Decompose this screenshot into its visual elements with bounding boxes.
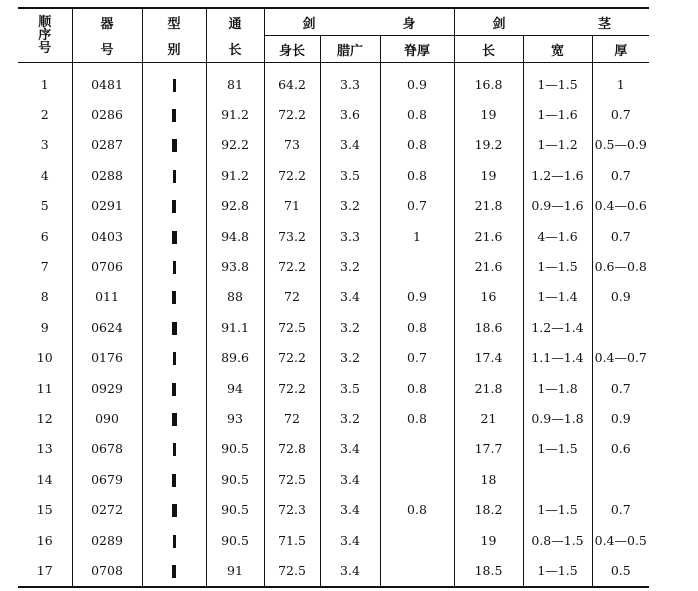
cell-hilt-length: 19 bbox=[454, 160, 523, 190]
header-group-hilt-right: 茎 bbox=[598, 16, 612, 32]
type-i-mark bbox=[173, 443, 176, 456]
cell-ridge-thick: 0.8 bbox=[380, 494, 454, 524]
table-row bbox=[18, 403, 649, 433]
cell-hilt-length: 21.6 bbox=[454, 221, 523, 251]
cell-hilt-width: 1—1.2 bbox=[523, 130, 592, 160]
cell-total-length: 92.2 bbox=[206, 130, 264, 160]
cell-total-length: 91.2 bbox=[206, 160, 264, 190]
cell-hilt-thick: 0.4—0.7 bbox=[594, 350, 647, 366]
header-id-top: 器 bbox=[72, 8, 142, 36]
cell-blade-width: 3.4 bbox=[320, 282, 380, 312]
cell-hilt-thick bbox=[592, 464, 649, 494]
cell-total-length: 81 bbox=[206, 63, 264, 100]
cell-ridge-thick bbox=[380, 251, 454, 281]
cell-hilt-length: 18.6 bbox=[454, 312, 523, 342]
cell-hilt-width: 1—1.5 bbox=[523, 494, 592, 524]
cell-type bbox=[142, 525, 206, 555]
cell-hilt-length: 19 bbox=[454, 525, 523, 555]
cell-id: 0286 bbox=[72, 99, 142, 129]
cell-id: 0624 bbox=[72, 312, 142, 342]
header-group-blade bbox=[264, 8, 454, 36]
cell-hilt-thick: 0.7 bbox=[610, 107, 631, 123]
table-row bbox=[18, 191, 649, 221]
cell-seq: 11 bbox=[18, 373, 72, 403]
cell-total-length: 93.8 bbox=[206, 251, 264, 281]
cell-seq: 10 bbox=[18, 343, 72, 373]
cell-hilt-length: 19.2 bbox=[454, 130, 523, 160]
cell-id: 090 bbox=[72, 403, 142, 433]
cell-type bbox=[142, 555, 206, 586]
type-i-mark bbox=[173, 79, 176, 92]
cell-hilt-thick: 0.9 bbox=[610, 410, 631, 426]
cell-blade-width: 3.6 bbox=[320, 99, 380, 129]
cell-hilt-length: 19 bbox=[454, 99, 523, 129]
cell-hilt-width: 1—1.5 bbox=[523, 63, 592, 100]
header-hilt-width: 宽 bbox=[523, 36, 592, 63]
cell-ridge-thick: 0.7 bbox=[380, 343, 454, 373]
table-row bbox=[18, 373, 649, 403]
cell-type bbox=[142, 191, 206, 221]
cell-hilt-width: 1—1.5 bbox=[523, 251, 592, 281]
cell-id: 011 bbox=[72, 282, 142, 312]
cell-hilt-thick: 0.4—0.6 bbox=[594, 198, 647, 214]
cell-hilt-thick: 0.5 bbox=[610, 562, 631, 578]
cell-blade-width: 3.2 bbox=[320, 191, 380, 221]
cell-type bbox=[142, 464, 206, 494]
table-body bbox=[18, 63, 649, 587]
type-i-mark bbox=[172, 565, 176, 578]
cell-blade-width: 3.3 bbox=[320, 221, 380, 251]
cell-id: 0678 bbox=[72, 434, 142, 464]
cell-total-length: 91.1 bbox=[206, 312, 264, 342]
cell-id: 0708 bbox=[72, 555, 142, 586]
type-i-mark bbox=[172, 504, 177, 517]
cell-id: 0287 bbox=[72, 130, 142, 160]
cell-total-length: 94 bbox=[206, 373, 264, 403]
cell-hilt-width: 1.2—1.4 bbox=[523, 312, 592, 342]
cell-id: 0403 bbox=[72, 221, 142, 251]
cell-seq: 8 bbox=[18, 282, 72, 312]
cell-ridge-thick bbox=[380, 434, 454, 464]
cell-hilt-thick: 0.4—0.5 bbox=[594, 532, 647, 548]
cell-blade-length: 72.2 bbox=[264, 251, 320, 281]
cell-hilt-width: 1.2—1.6 bbox=[523, 160, 592, 190]
header-type-top: 型 bbox=[142, 8, 206, 36]
cell-total-length: 91.2 bbox=[206, 99, 264, 129]
cell-type bbox=[142, 494, 206, 524]
table-row bbox=[18, 251, 649, 281]
header-seq-line-3: 号 bbox=[38, 41, 52, 56]
cell-seq: 3 bbox=[18, 130, 72, 160]
cell-hilt-width bbox=[523, 464, 592, 494]
cell-blade-length: 72.8 bbox=[264, 434, 320, 464]
cell-hilt-length: 18.2 bbox=[454, 494, 523, 524]
cell-type bbox=[142, 160, 206, 190]
type-i-mark bbox=[172, 231, 177, 244]
cell-seq: 2 bbox=[18, 99, 72, 129]
type-i-mark bbox=[172, 413, 177, 426]
cell-hilt-length: 21.8 bbox=[454, 191, 523, 221]
cell-blade-length: 73.2 bbox=[264, 221, 320, 251]
cell-ridge-thick bbox=[380, 555, 454, 586]
cell-hilt-thick: 0.7 bbox=[610, 502, 631, 518]
cell-type bbox=[142, 130, 206, 160]
cell-blade-length: 72.2 bbox=[264, 160, 320, 190]
cell-type bbox=[142, 221, 206, 251]
type-i-mark bbox=[172, 291, 176, 304]
header-id-bottom: 号 bbox=[72, 36, 142, 63]
cell-blade-width: 3.4 bbox=[320, 434, 380, 464]
cell-hilt-width: 1—1.5 bbox=[523, 434, 592, 464]
cell-hilt-length: 18.5 bbox=[454, 555, 523, 586]
cell-total-length: 92.8 bbox=[206, 191, 264, 221]
cell-seq: 1 bbox=[18, 63, 72, 100]
cell-type bbox=[142, 251, 206, 281]
table-row bbox=[18, 63, 649, 100]
cell-type bbox=[142, 63, 206, 100]
type-i-mark bbox=[172, 383, 176, 396]
header-type-bottom: 别 bbox=[142, 36, 206, 63]
cell-hilt-length: 21.8 bbox=[454, 373, 523, 403]
cell-hilt-thick: 0.7 bbox=[610, 167, 631, 183]
cell-id: 0481 bbox=[72, 63, 142, 100]
cell-hilt-thick: 0.6—0.8 bbox=[594, 259, 647, 275]
cell-seq: 7 bbox=[18, 251, 72, 281]
cell-id: 0706 bbox=[72, 251, 142, 281]
cell-blade-width: 3.3 bbox=[320, 63, 380, 100]
cell-hilt-length: 16 bbox=[454, 282, 523, 312]
header-blade-ridge: 脊厚 bbox=[380, 36, 454, 63]
header-seq bbox=[18, 8, 72, 63]
cell-blade-width: 3.5 bbox=[320, 160, 380, 190]
cell-id: 0289 bbox=[72, 525, 142, 555]
cell-seq: 14 bbox=[18, 464, 72, 494]
header-hilt-length: 长 bbox=[454, 36, 523, 63]
cell-blade-length: 72.5 bbox=[264, 555, 320, 586]
table-row bbox=[18, 221, 649, 251]
table-header bbox=[18, 8, 649, 63]
header-blade-length: 身长 bbox=[264, 36, 320, 63]
cell-blade-length: 72.3 bbox=[264, 494, 320, 524]
type-i-mark bbox=[173, 352, 176, 365]
table-row bbox=[18, 494, 649, 524]
cell-id: 0176 bbox=[72, 343, 142, 373]
cell-id: 0929 bbox=[72, 373, 142, 403]
cell-hilt-width: 1.1—1.4 bbox=[523, 343, 592, 373]
cell-hilt-thick: 0.5—0.9 bbox=[594, 137, 647, 153]
cell-total-length: 90.5 bbox=[206, 434, 264, 464]
cell-id: 0288 bbox=[72, 160, 142, 190]
cell-type bbox=[142, 282, 206, 312]
cell-seq: 12 bbox=[18, 403, 72, 433]
header-hilt-thickness: 厚 bbox=[592, 36, 649, 63]
table-row bbox=[18, 343, 649, 373]
header-total-bottom: 长 bbox=[206, 36, 264, 63]
cell-ridge-thick: 0.9 bbox=[380, 282, 454, 312]
cell-blade-width: 3.2 bbox=[320, 343, 380, 373]
cell-ridge-thick: 0.8 bbox=[380, 312, 454, 342]
cell-total-length: 90.5 bbox=[206, 525, 264, 555]
cell-hilt-thick bbox=[592, 312, 649, 342]
cell-seq: 15 bbox=[18, 494, 72, 524]
cell-hilt-width: 1—1.5 bbox=[523, 555, 592, 586]
cell-type bbox=[142, 312, 206, 342]
cell-ridge-thick: 1 bbox=[380, 221, 454, 251]
header-group-hilt-left: 剑 bbox=[492, 16, 506, 32]
cell-blade-length: 73 bbox=[264, 130, 320, 160]
cell-total-length: 91 bbox=[206, 555, 264, 586]
cell-total-length: 89.6 bbox=[206, 343, 264, 373]
table-row bbox=[18, 282, 649, 312]
cell-blade-width: 3.4 bbox=[320, 494, 380, 524]
cell-blade-width: 3.5 bbox=[320, 373, 380, 403]
cell-type bbox=[142, 99, 206, 129]
cell-blade-length: 72 bbox=[264, 282, 320, 312]
table-row bbox=[18, 99, 649, 129]
cell-ridge-thick: 0.8 bbox=[380, 373, 454, 403]
cell-ridge-thick: 0.8 bbox=[380, 160, 454, 190]
cell-seq: 9 bbox=[18, 312, 72, 342]
cell-seq: 17 bbox=[18, 555, 72, 586]
cell-hilt-length: 16.8 bbox=[454, 63, 523, 100]
cell-type bbox=[142, 403, 206, 433]
cell-id: 0291 bbox=[72, 191, 142, 221]
cell-seq: 13 bbox=[18, 434, 72, 464]
cell-blade-length: 72.2 bbox=[264, 99, 320, 129]
cell-hilt-length: 21 bbox=[454, 403, 523, 433]
cell-blade-width: 3.2 bbox=[320, 251, 380, 281]
cell-blade-length: 71.5 bbox=[264, 525, 320, 555]
cell-ridge-thick bbox=[380, 464, 454, 494]
cell-blade-width: 3.4 bbox=[320, 555, 380, 586]
type-i-mark bbox=[172, 322, 177, 335]
cell-blade-length: 72.5 bbox=[264, 464, 320, 494]
cell-blade-length: 72.5 bbox=[264, 312, 320, 342]
cell-blade-width: 3.2 bbox=[320, 403, 380, 433]
cell-blade-length: 71 bbox=[264, 191, 320, 221]
cell-blade-width: 3.4 bbox=[320, 464, 380, 494]
cell-blade-width: 3.4 bbox=[320, 525, 380, 555]
table-row bbox=[18, 312, 649, 342]
type-i-mark bbox=[172, 139, 177, 152]
header-group-blade-right: 身 bbox=[402, 16, 416, 32]
cell-id: 0272 bbox=[72, 494, 142, 524]
cell-seq: 16 bbox=[18, 525, 72, 555]
table-row bbox=[18, 525, 649, 555]
cell-ridge-thick: 0.8 bbox=[380, 99, 454, 129]
header-blade-width: 腊广 bbox=[320, 36, 380, 63]
sword-measurement-table bbox=[18, 7, 649, 588]
cell-hilt-length: 17.7 bbox=[454, 434, 523, 464]
cell-id: 0679 bbox=[72, 464, 142, 494]
cell-ridge-thick: 0.8 bbox=[380, 403, 454, 433]
header-group-hilt bbox=[454, 8, 649, 36]
cell-total-length: 94.8 bbox=[206, 221, 264, 251]
header-seq-line-1: 顺 bbox=[38, 15, 52, 30]
cell-total-length: 90.5 bbox=[206, 494, 264, 524]
cell-hilt-length: 21.6 bbox=[454, 251, 523, 281]
cell-hilt-width: 1—1.4 bbox=[523, 282, 592, 312]
cell-seq: 6 bbox=[18, 221, 72, 251]
cell-blade-width: 3.2 bbox=[320, 312, 380, 342]
cell-blade-length: 72 bbox=[264, 403, 320, 433]
cell-type bbox=[142, 343, 206, 373]
cell-hilt-thick: 0.7 bbox=[610, 228, 631, 244]
cell-type bbox=[142, 434, 206, 464]
cell-hilt-width: 0.9—1.6 bbox=[523, 191, 592, 221]
cell-hilt-width: 0.9—1.8 bbox=[523, 403, 592, 433]
cell-hilt-width: 1—1.8 bbox=[523, 373, 592, 403]
cell-hilt-length: 17.4 bbox=[454, 343, 523, 373]
cell-hilt-length: 18 bbox=[454, 464, 523, 494]
header-group-blade-left: 剑 bbox=[302, 16, 316, 32]
cell-ridge-thick bbox=[380, 525, 454, 555]
cell-type bbox=[142, 373, 206, 403]
table-row bbox=[18, 464, 649, 494]
cell-hilt-width: 4—1.6 bbox=[523, 221, 592, 251]
cell-blade-length: 64.2 bbox=[264, 63, 320, 100]
cell-blade-length: 72.2 bbox=[264, 373, 320, 403]
type-i-mark bbox=[173, 261, 176, 274]
table-row bbox=[18, 160, 649, 190]
type-i-mark bbox=[172, 109, 176, 122]
table-row bbox=[18, 434, 649, 464]
header-total-top: 通 bbox=[206, 8, 264, 36]
type-i-mark bbox=[172, 474, 176, 487]
cell-total-length: 90.5 bbox=[206, 464, 264, 494]
cell-ridge-thick: 0.7 bbox=[380, 191, 454, 221]
cell-blade-length: 72.2 bbox=[264, 343, 320, 373]
type-i-mark bbox=[173, 535, 176, 548]
cell-blade-width: 3.4 bbox=[320, 130, 380, 160]
type-i-mark bbox=[173, 170, 176, 183]
cell-ridge-thick: 0.8 bbox=[380, 130, 454, 160]
cell-seq: 5 bbox=[18, 191, 72, 221]
cell-hilt-thick: 0.7 bbox=[610, 380, 631, 396]
header-seq-line-2: 序 bbox=[38, 28, 52, 43]
cell-seq: 4 bbox=[18, 160, 72, 190]
table-row bbox=[18, 555, 649, 586]
cell-hilt-thick: 1 bbox=[616, 76, 625, 92]
table-row bbox=[18, 130, 649, 160]
cell-hilt-width: 0.8—1.5 bbox=[523, 525, 592, 555]
cell-hilt-thick: 0.9 bbox=[610, 289, 631, 305]
type-i-mark bbox=[172, 200, 176, 213]
cell-ridge-thick: 0.9 bbox=[380, 63, 454, 100]
cell-hilt-width: 1—1.6 bbox=[523, 99, 592, 129]
cell-hilt-thick: 0.6 bbox=[610, 441, 631, 457]
cell-total-length: 93 bbox=[206, 403, 264, 433]
cell-total-length: 88 bbox=[206, 282, 264, 312]
